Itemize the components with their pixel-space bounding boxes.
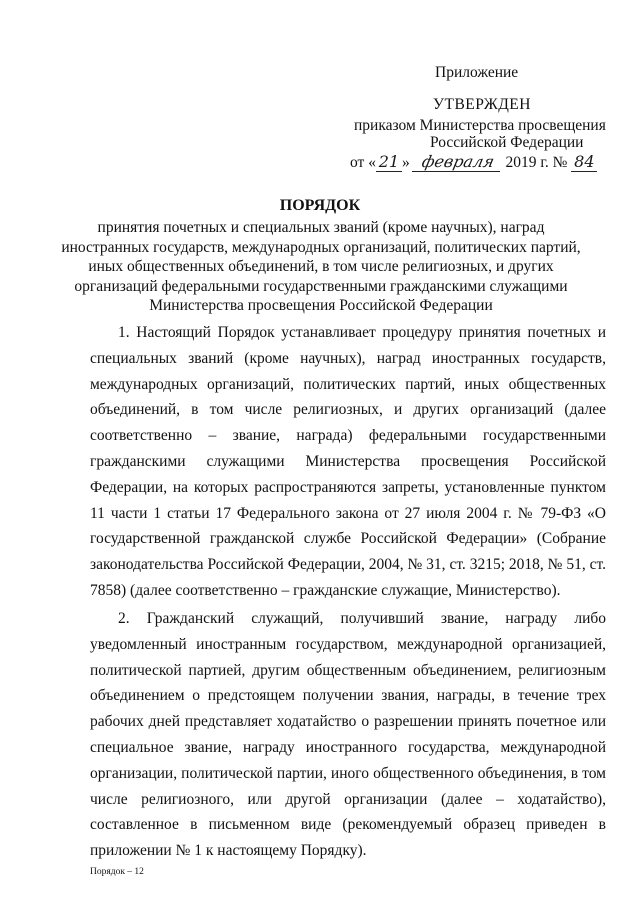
handwritten-order-number: 84: [571, 152, 597, 172]
date-prefix: от «: [350, 154, 376, 171]
handwritten-day: 21: [376, 152, 402, 172]
document-subtitle: принятия почетных и специальных званий (кроме научных), наград иностранных государств, международных организаций, политических партий, иных общественных объединений, в том числе религиозных, и других организаций федеральными государственными гражданскими служащими Министерства просвещения Российской Федерации: [61, 219, 581, 314]
approved-label: УТВЕРЖДЕН: [433, 96, 531, 113]
document-title: ПОРЯДОК: [279, 197, 361, 214]
order-issuer-line1: приказом Министерства просвещения: [354, 117, 606, 134]
date-mid: »: [401, 154, 410, 171]
paragraph-2: 2. Гражданский служащий, получивший звание, награду либо уведомленный иностранным государством, международной организацией, политической партией, другим общественным объединением, религиозным объединением о предстоящем получении звания, награды, в течение трех рабочих дней представляет ходатайство о разрешении принять почетное или специальное звание, награду иностранного государства, международной организации, политической партии, иного общественного объединения, в том числе религиозного, или другой организации (далее – ходатайство), составленное в письменном виде (рекомендуемый образец приведен в приложении № 1 к настоящему Порядку).: [90, 610, 606, 860]
paragraph-1: 1. Настоящий Порядок устанавливает процедуру принятия почетных и специальных званий (кроме научных), наград иностранных государств, международных организаций, политических партий, иных общественных объединений, в том числе религиозных, и других организаций (далее соответственно – звание, награда) федеральными государственными гражданскими служащими Министерства просвещения Российской Федерации, на которых распространяются запреты, установленные пунктом 11 части 1 статьи 17 Федерального закона от 27 июля 2004 г. № 79-ФЗ «О государственной гражданской службе Российской Федерации» (Собрание законодательства Российской Федерации, 2004, № 31, ст. 3215; 2018, № 51, ст. 7858) (далее соответственно – гражданские служащие, Министерство).: [90, 324, 606, 599]
appendix-label: Приложение: [435, 64, 519, 81]
footer-code: Порядок – 12: [90, 867, 144, 877]
handwritten-month: февраля: [411, 152, 503, 172]
order-date-line: [350, 152, 597, 172]
date-year: 2019 г. №: [505, 154, 568, 171]
order-issuer-line2: Российской Федерации: [430, 134, 584, 151]
